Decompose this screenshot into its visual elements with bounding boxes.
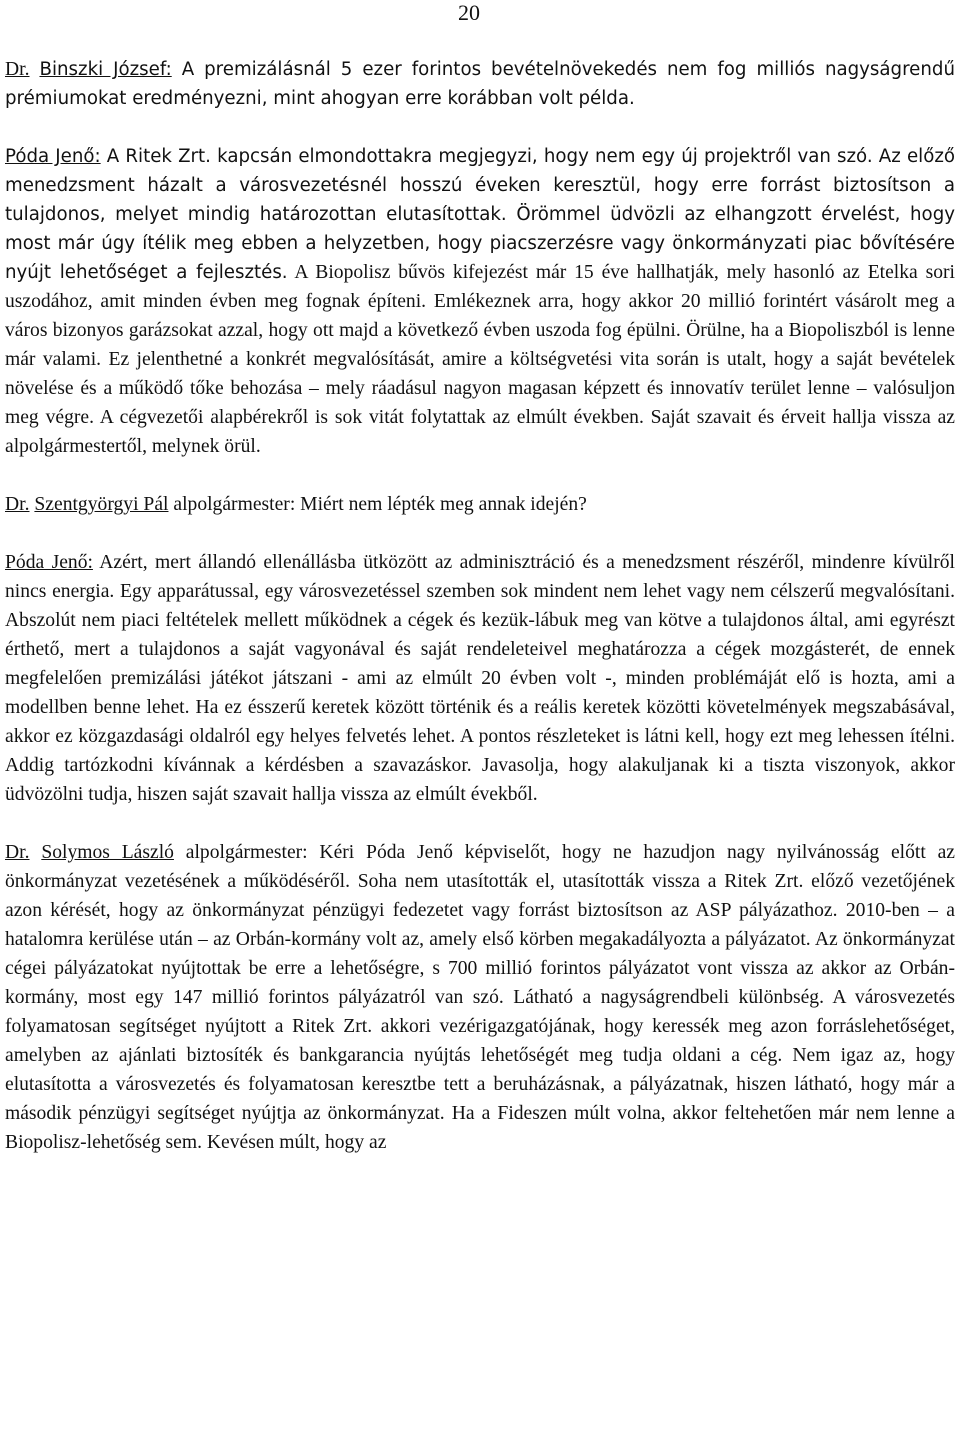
- paragraph-text: A premizálásnál 5 ezer forintos bevételnövekedés nem fog milliós nagyságrendű prémiumokat eredményezni, mint ahogyan erre korábban volt példa.: [5, 59, 955, 109]
- speaker-name: Póda Jenő:: [5, 146, 101, 167]
- paragraph-text: Azért, mert állandó ellenállásba ütközött az adminisztráció és a menedzsment részéről, mindenre kívülről nincs energia. Egy apparátussal, egy városvezetéssel szemben sok mindent nem lehet vagy nem célszerű megvalósítani. Abszolút nem piaci feltételek mellett működnek a cégek és kezük-lábuk meg van kötve a tulajdonos által, ami egyrészt érthető, mert a tulajdonos a saját vagyonával és saját rendeleteivel meghatározza a cégek mozgásterét, de ennek megfelelően premizálási játékot játszani - ami az elmúlt 20 évben volt -, minden problémáját elő is hozta, ami a modellben benne lehet. Ha ez ésszerű keretek között történik és a reális keretek közötti követelmények megszabásával, akkor ez közgazdasági oldalról egy helyes felvetés lehet. A pontos részleteket is látni kell, hogy ezt meg lehessen ítélni. Addig tartózkodni kívánnak a kérdésben a szavazáskor. Javasolja, hogy alakuljanak ki a tiszta viszonyok, akkor üdvözölni tudja, hiszen saját szavait hallja vissza az elmúlt évekből.: [5, 552, 955, 805]
- paragraph-szentgyorgyi: [5, 490, 955, 519]
- paragraph-text: : Miért nem lépték meg annak idején?: [289, 494, 587, 515]
- speaker-name: [5, 59, 955, 109]
- speaker-name: Póda Jenő:: [5, 552, 93, 573]
- speaker-role: alpolgármester: [168, 494, 290, 515]
- paragraph-poda-2: [5, 548, 955, 809]
- page-number: 20: [458, 0, 480, 25]
- paragraph-text: A Biopolisz bűvös kifejezést már 15 éve hallhatják, mely hasonló az Etelka sori uszodához, amit minden évben meg fognak építeni. Emlékeznek arra, hogy akkor 20 millió forintért vásárolt meg a város bizonyos garázsokat azzal, hogy ott majd a következő évben uszoda fog épülni. Örülne, ha a Biopoliszból is lenne már valami. Ez jelenthetné a konkrét megvalósítását, amire a költségvetési vita során is utalt, hogy a saját bevételek növelése és a működő tőke behozása – mely ráadásul nagyon magasan képzett és innovatív terület lenne – valósuljon meg végre. A cégvezetői alapbérekről is sok vitát folytattak az elmúlt években. Saját szavait és érveit hallja vissza az alpolgármestertől, melynek örül.: [5, 262, 955, 457]
- speaker-name: Solymos László: [41, 842, 174, 863]
- paragraph-poda-1: [5, 142, 955, 461]
- speaker-name: Szentgyörgyi Pál: [34, 494, 169, 515]
- paragraph-text-sans: A Ritek Zrt. kapcsán elmondottakra megjegyzi, hogy nem egy új projektről van szó. Az előző menedzsment házalt a városvezetésnél hosszú éveken keresztül, hogy erre forrást biztosítson a tulajdonos, melyet mindig határozottan elutasítottak. Örömmel üdvözli az elhangzott érvelést, hogy most már úgy ítélik meg ebben a helyzetben, hogy piacszerzésre vagy önkormányzati piac bővítésére nyújt lehetőséget a fejlesztés.: [5, 146, 955, 283]
- paragraph-solymos: [5, 838, 955, 1157]
- speaker-title: Dr.: [5, 842, 30, 863]
- document-body: [5, 55, 955, 1157]
- speaker-name-text: Binszki József:: [39, 59, 172, 80]
- speaker-title: Dr.: [5, 59, 30, 80]
- paragraph-binszki: [5, 55, 955, 113]
- speaker-title: Dr.: [5, 494, 30, 515]
- paragraph-text: alpolgármester: Kéri Póda Jenő képviselőt, hogy ne hazudjon nagy nyilvánosság előtt az önkormányzat vezetésének a működéséről. Soha nem utasították el, utasították vissza a Ritek Zrt. előző vezetőjének azon kérését, hogy az önkormányzat pénzügyi fedezetet vagy forrást biztosítson az ASP pályázathoz. 2010-ben – a hatalomra kerülése után – az Orbán-kormány volt az, amely első körben megakadályozta a pályázatot. Az önkormányzat cégei pályázatokat nyújtottak be erre a lehetőségre, s 700 millió forintos pályázatot vont vissza az akkor az Orbán-kormány, most egy 147 millió forintos pályázatról van szó. Látható a nagyságrendbeli különbség. A városvezetés folyamatosan segítséget nyújtott a Ritek Zrt. akkori vezérigazgatójának, hogy keressék meg azon forráslehetőséget, amelyben az ajánlati biztosíték és bankgarancia nyújtás lehetőségét meg tudja oldani a cég. Nem igaz az, hogy elutasította a városvezetés és folyamatosan keresztbe tett a beruházásnak, a pályázatnak, hiszen látható, hogy már a második pénzügyi segítséget nyújtja az önkormányzat. Ha a Fideszen múlt volna, akkor feltehetően már nem lenne a Biopolisz-lehetőség sem. Kevésen múlt, hogy az: [5, 842, 955, 1153]
